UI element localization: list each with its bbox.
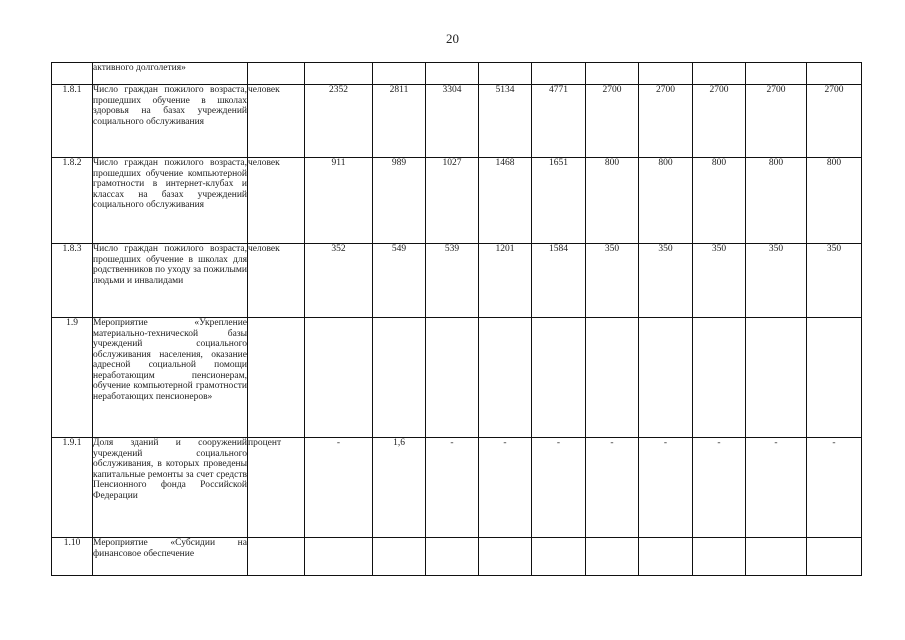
value-cell <box>479 63 532 85</box>
description-cell: Число граждан пожилого возраста, прошедших обучение компьютерной грамотности в интернет-клубах и классах на базах учреждений социального обслуживания <box>93 158 248 244</box>
description-cell: Мероприятие «Субсидии на финансовое обеспечение <box>93 538 248 576</box>
value-cell <box>746 538 807 576</box>
unit-cell: человек <box>248 244 305 318</box>
value-cell <box>426 318 479 438</box>
value-cell <box>807 63 862 85</box>
value-cell <box>426 63 479 85</box>
value-cell <box>693 538 746 576</box>
value-cell: 350 <box>807 244 862 318</box>
value-cell: 1584 <box>532 244 586 318</box>
value-cell <box>693 63 746 85</box>
value-cell: 911 <box>305 158 373 244</box>
value-cell: 2700 <box>746 85 807 158</box>
description-cell: Мероприятие «Укрепление материально-технической базы учреждений социального обслуживания населения, оказание адресной социальной помощи неработающим пенсионерам, обучение компьютерной грамотности неработающих пенсионеров» <box>93 318 248 438</box>
row-number-cell: 1.9 <box>52 318 93 438</box>
description-cell: Число граждан пожилого возраста, прошедших обучение в школах здоровья на базах учреждений социального обслуживания <box>93 85 248 158</box>
table-row <box>52 158 862 244</box>
value-cell: 800 <box>693 158 746 244</box>
value-cell <box>532 538 586 576</box>
value-cell: 800 <box>807 158 862 244</box>
page-number: 20 <box>446 31 459 46</box>
value-cell <box>639 538 693 576</box>
table-body <box>52 63 862 576</box>
value-cell: 1201 <box>479 244 532 318</box>
value-cell <box>586 63 639 85</box>
unit-cell: процент <box>248 438 305 538</box>
value-cell: 352 <box>305 244 373 318</box>
unit-cell <box>248 318 305 438</box>
value-cell: - <box>532 438 586 538</box>
value-cell <box>532 63 586 85</box>
value-cell: 989 <box>373 158 426 244</box>
value-cell: 2700 <box>639 85 693 158</box>
description-cell: активного долголетия» <box>93 63 248 85</box>
value-cell <box>305 63 373 85</box>
row-number-cell: 1.10 <box>52 538 93 576</box>
value-cell <box>373 318 426 438</box>
table-row <box>52 244 862 318</box>
value-cell <box>693 318 746 438</box>
value-cell: - <box>693 438 746 538</box>
value-cell: - <box>479 438 532 538</box>
value-cell <box>373 538 426 576</box>
value-cell: 5134 <box>479 85 532 158</box>
value-cell: 549 <box>373 244 426 318</box>
value-cell <box>807 318 862 438</box>
value-cell <box>426 538 479 576</box>
unit-cell: человек <box>248 158 305 244</box>
value-cell: 800 <box>586 158 639 244</box>
value-cell <box>807 538 862 576</box>
table-row <box>52 438 862 538</box>
value-cell <box>305 538 373 576</box>
value-cell <box>586 538 639 576</box>
value-cell: - <box>426 438 479 538</box>
value-cell: 350 <box>693 244 746 318</box>
table-row <box>52 538 862 576</box>
value-cell: - <box>807 438 862 538</box>
value-cell: 2700 <box>693 85 746 158</box>
table-row <box>52 63 862 85</box>
value-cell <box>305 318 373 438</box>
value-cell: 1027 <box>426 158 479 244</box>
value-cell <box>479 318 532 438</box>
value-cell <box>586 318 639 438</box>
unit-cell <box>248 63 305 85</box>
value-cell: - <box>586 438 639 538</box>
value-cell: 2811 <box>373 85 426 158</box>
value-cell: 539 <box>426 244 479 318</box>
value-cell <box>639 318 693 438</box>
value-cell <box>639 63 693 85</box>
indicators-table <box>51 62 862 576</box>
value-cell: 2352 <box>305 85 373 158</box>
value-cell: 2700 <box>807 85 862 158</box>
table-row <box>52 85 862 158</box>
description-cell: Доля зданий и сооружений учреждений социального обслуживания, в которых проведены капитальные ремонты за счет средств Пенсионного фонда Российской Федерации <box>93 438 248 538</box>
value-cell: 800 <box>639 158 693 244</box>
description-cell: Число граждан пожилого возраста, прошедших обучение в школах для родственников по уходу за пожилыми людьми и инвалидами <box>93 244 248 318</box>
value-cell <box>746 318 807 438</box>
value-cell: 3304 <box>426 85 479 158</box>
unit-cell <box>248 538 305 576</box>
value-cell: 800 <box>746 158 807 244</box>
row-number-cell <box>52 63 93 85</box>
row-number-cell: 1.8.3 <box>52 244 93 318</box>
row-number-cell: 1.8.2 <box>52 158 93 244</box>
value-cell: - <box>746 438 807 538</box>
value-cell: 350 <box>746 244 807 318</box>
unit-cell: человек <box>248 85 305 158</box>
value-cell <box>532 318 586 438</box>
value-cell <box>373 63 426 85</box>
value-cell: - <box>639 438 693 538</box>
value-cell: 1,6 <box>373 438 426 538</box>
table-row <box>52 318 862 438</box>
row-number-cell: 1.9.1 <box>52 438 93 538</box>
value-cell: 350 <box>639 244 693 318</box>
row-number-cell: 1.8.1 <box>52 85 93 158</box>
value-cell: 4771 <box>532 85 586 158</box>
value-cell: 1651 <box>532 158 586 244</box>
value-cell: - <box>305 438 373 538</box>
value-cell <box>746 63 807 85</box>
value-cell: 350 <box>586 244 639 318</box>
value-cell: 1468 <box>479 158 532 244</box>
value-cell: 2700 <box>586 85 639 158</box>
value-cell <box>479 538 532 576</box>
